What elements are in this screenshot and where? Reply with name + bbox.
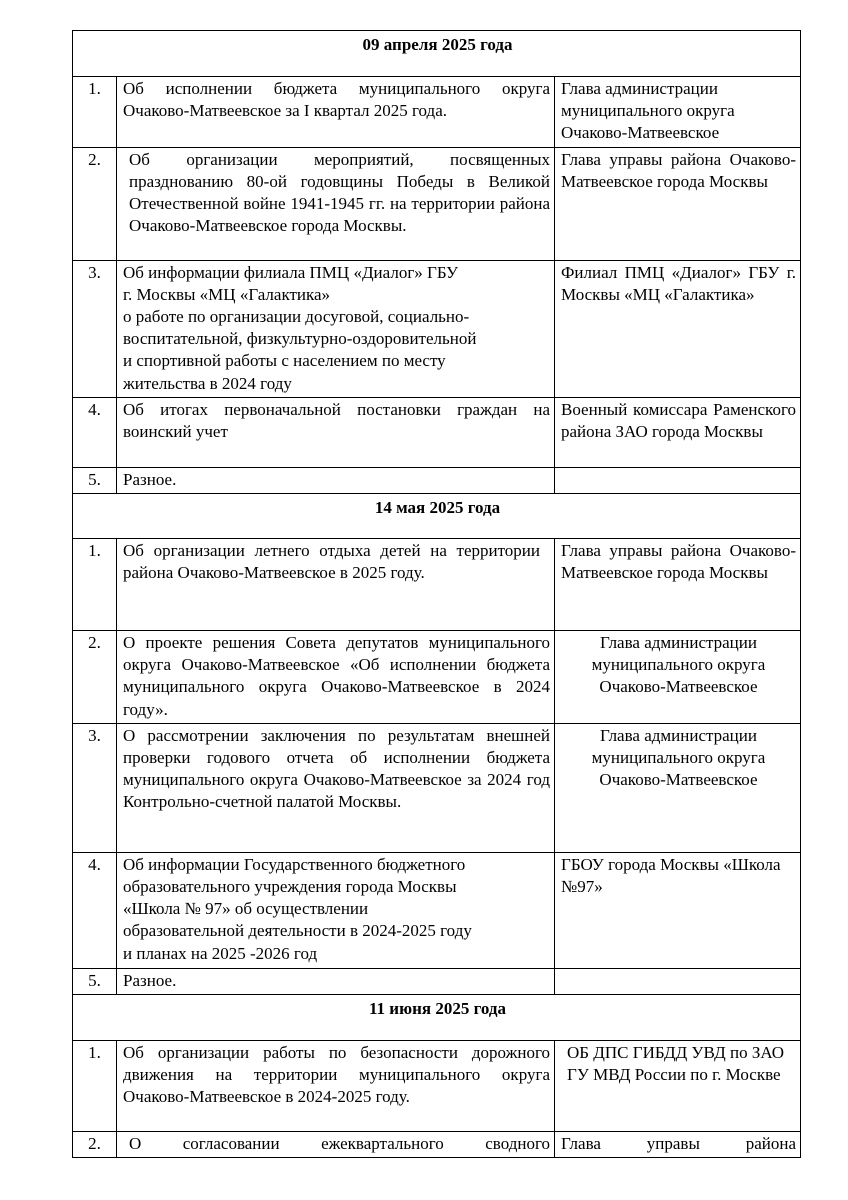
- item-responsible: Глава администрации муниципального округа Очаково-Матвеевское: [555, 77, 801, 148]
- table-row: [73, 467, 801, 493]
- table-row: [73, 852, 801, 968]
- item-responsible: [555, 968, 801, 994]
- item-topic: Об организации работы по безопасности дорожного движения на территории муниципального округа Очаково-Матвеевское в 2024-2025 году.: [117, 1041, 555, 1132]
- item-number: 1.: [73, 77, 117, 148]
- table-row: [73, 260, 801, 397]
- item-topic: Об организации летнего отдыха детей на территории района Очаково-Матвеевское в 2025 году.: [117, 539, 555, 631]
- item-number: 3.: [73, 723, 117, 852]
- item-responsible: Военный комиссара Раменского района ЗАО города Москвы: [555, 397, 801, 467]
- table-row: [73, 539, 801, 631]
- item-number: 5.: [73, 968, 117, 994]
- item-responsible: Глава администрации муниципального округа Очаково-Матвеевское: [555, 631, 801, 724]
- item-responsible: ГБОУ города Москвы «Школа №97»: [555, 852, 801, 968]
- item-topic: О согласовании ежеквартального сводного: [117, 1132, 555, 1158]
- table-row: [73, 1132, 801, 1158]
- table-row: [73, 397, 801, 467]
- table-row: [73, 968, 801, 994]
- topic-line: г. Москвы «МЦ «Галактика»: [123, 284, 331, 304]
- table-row: [73, 631, 801, 724]
- section-header-row: [73, 995, 801, 1041]
- topic-line: Об информации филиала ПМЦ «Диалог» ГБУ: [123, 262, 459, 282]
- topic-line: «Школа № 97» об осуществлении: [123, 899, 369, 919]
- item-responsible: Филиал ПМЦ «Диалог» ГБУ г. Москвы «МЦ «Галактика»: [555, 260, 801, 397]
- topic-line: воспитательной, физкультурно-оздоровительной: [123, 329, 477, 349]
- item-number: 2.: [73, 1132, 117, 1158]
- agenda-table: [72, 30, 801, 1158]
- item-number: 2.: [73, 147, 117, 260]
- item-number: 2.: [73, 631, 117, 724]
- item-responsible: Глава управы района Очаково-Матвеевское города Москвы: [555, 147, 801, 260]
- table-row: [73, 723, 801, 852]
- item-number: 1.: [73, 539, 117, 631]
- topic-line: Об информации Государственного бюджетного: [123, 854, 466, 874]
- item-responsible: [555, 467, 801, 493]
- item-topic: Об итогах первоначальной постановки граждан на воинский учет: [117, 397, 555, 467]
- item-responsible: Глава управы района Очаково-Матвеевское города Москвы: [555, 539, 801, 631]
- item-number: 4.: [73, 397, 117, 467]
- item-topic: О рассмотрении заключения по результатам внешней проверки годового отчета об исполнении бюджета муниципального округа Очаково-Матвеевское за 2024 год Контрольно-счетной палатой Москвы.: [117, 723, 555, 852]
- topic-line: и планах на 2025 -2026 год: [123, 943, 318, 963]
- item-number: 4.: [73, 852, 117, 968]
- document-page: [72, 30, 800, 1158]
- item-topic: Об исполнении бюджета муниципального округа Очаково-Матвеевское за I квартал 2025 года.: [117, 77, 555, 148]
- item-topic: Об организации мероприятий, посвященных празднованию 80-ой годовщины Победы в Великой Отечественной войне 1941-1945 гг. на территории района Очаково-Матвеевское города Москвы.: [117, 147, 555, 260]
- section-date: 14 мая 2025 года: [73, 494, 801, 539]
- item-topic: Разное.: [117, 467, 555, 493]
- table-row: [73, 1041, 801, 1132]
- item-number: 1.: [73, 1041, 117, 1132]
- item-responsible: Глава администрации муниципального округа Очаково-Матвеевское: [555, 723, 801, 852]
- topic-line: образовательной деятельности в 2024-2025 году: [123, 921, 472, 941]
- item-topic: [117, 260, 555, 397]
- section-date: 09 апреля 2025 года: [73, 31, 801, 77]
- topic-line: жительства в 2024 году: [123, 373, 292, 393]
- item-topic: Разное.: [117, 968, 555, 994]
- item-number: 5.: [73, 467, 117, 493]
- table-row: [73, 147, 801, 260]
- item-topic: О проекте решения Совета депутатов муниципального округа Очаково-Матвеевское «Об исполнении бюджета муниципального округа Очаково-Матвеевское в 2024 году».: [117, 631, 555, 724]
- section-header-row: [73, 31, 801, 77]
- table-row: [73, 77, 801, 148]
- item-responsible: ОБ ДПС ГИБДД УВД по ЗАО ГУ МВД России по г. Москве: [555, 1041, 801, 1132]
- item-number: 3.: [73, 260, 117, 397]
- section-date: 11 июня 2025 года: [73, 995, 801, 1041]
- topic-line: о работе по организации досуговой, социально-: [123, 307, 470, 327]
- item-responsible: Глава управы района: [555, 1132, 801, 1158]
- section-header-row: [73, 494, 801, 539]
- item-topic: [117, 852, 555, 968]
- topic-line: и спортивной работы с населением по месту: [123, 351, 446, 371]
- topic-line: образовательного учреждения города Москвы: [123, 877, 457, 897]
